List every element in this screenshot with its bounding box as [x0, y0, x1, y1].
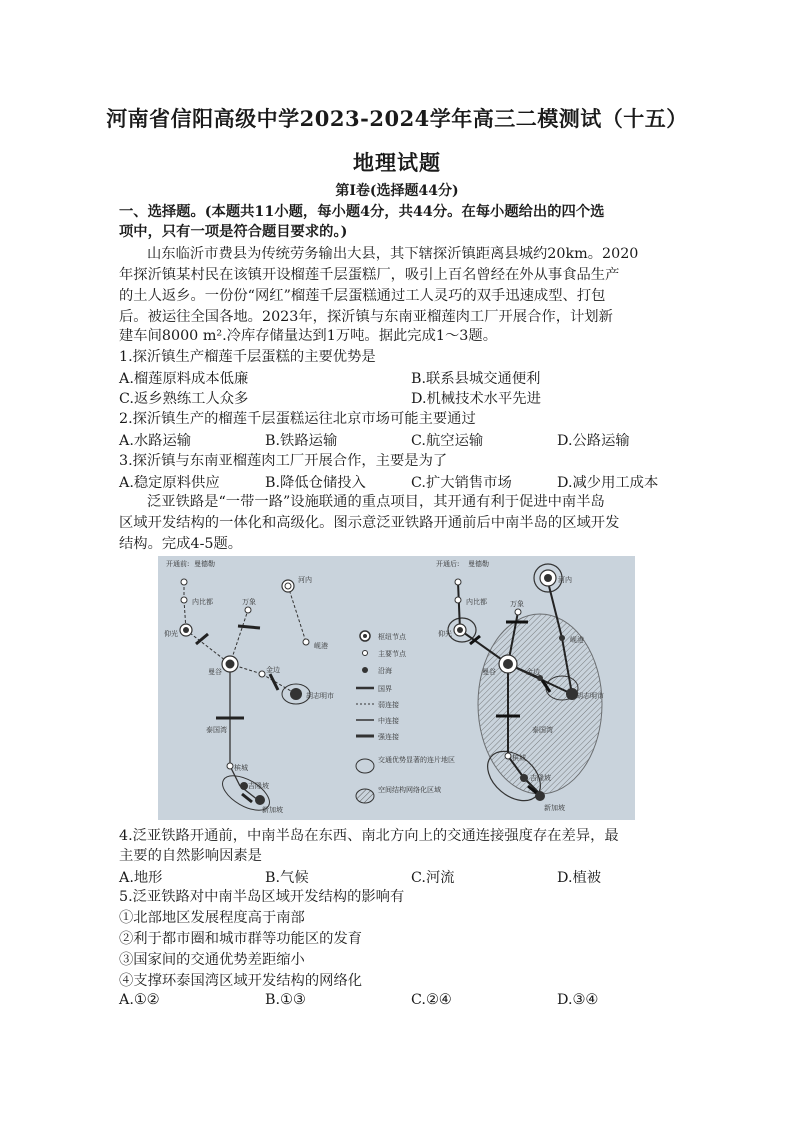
- q5-option-a: A.①②: [119, 992, 160, 1008]
- label-naypyidaw: 内比都: [192, 598, 213, 606]
- map-legend: [356, 631, 455, 803]
- legend-main: 主要节点: [378, 650, 406, 658]
- q4-stem-line2: 主要的自然影响因素是: [119, 848, 262, 864]
- label-vientiane-after: 万象: [510, 600, 524, 608]
- passage1-line: 建车间8000 m².冷库存储量达到1万吨。据此完成1～3题。: [119, 328, 497, 344]
- legend-hub: 枢纽节点: [378, 633, 406, 641]
- passage1-line: 的土人返乡。一份份“网红”榴莲千层蛋糕通过工人灵巧的双手迅速成型、打包: [119, 288, 606, 304]
- label-kl-after: 吉隆坡: [530, 774, 551, 782]
- q1-option-b: B.联系县城交通便利: [411, 371, 541, 387]
- passage2-line: 泛亚铁路是“一带一路”设施联通的重点项目，其开通有利于促进中南半岛: [147, 494, 605, 510]
- q5-option-d: D.③④: [557, 992, 599, 1008]
- subject-title: 地理试题: [353, 150, 441, 175]
- q4-option-d: D.植被: [557, 870, 602, 886]
- q2-option-b: B.铁路运输: [265, 433, 338, 449]
- q3-option-a: A.稳定原料供应: [119, 475, 220, 491]
- label-hcmc-after: 胡志明市: [576, 692, 604, 700]
- label-gulf: 泰国湾: [206, 726, 227, 734]
- label-bangkok-after: 曼谷: [482, 668, 496, 676]
- q2-option-d: D.公路运输: [557, 433, 630, 449]
- label-naypyidaw-after: 内比都: [466, 598, 487, 606]
- label-yangon-after: 仰光: [438, 630, 452, 638]
- label-hanoi-after: 河内: [558, 576, 572, 584]
- q2-option-a: A.水路运输: [119, 433, 192, 449]
- label-penang: 槟城: [234, 764, 248, 772]
- label-phnompenh-after: 金边: [526, 668, 540, 676]
- legend-network: 空间结构网络化区域: [378, 786, 441, 794]
- label-danang-after: 岘港: [570, 636, 584, 644]
- q1-stem: 1.探沂镇生产榴莲千层蛋糕的主要优势是: [119, 349, 376, 365]
- passage1-line: 山东临沂市费县为传统劳务输出大县，其下辖探沂镇距离县城约20km。2020: [147, 246, 639, 262]
- q1-option-a: A.榴莲原料成本低廉: [119, 371, 249, 387]
- q4-option-a: A.地形: [119, 870, 163, 886]
- q5-statement-4: ④支撑环泰国湾区域开发结构的网络化: [119, 973, 363, 989]
- label-phnompenh: 金边: [266, 666, 280, 674]
- legend-medium: 中连接: [378, 717, 399, 725]
- q3-option-d: D.减少用工成本: [557, 475, 659, 491]
- q5-option-b: B.①③: [265, 992, 306, 1008]
- q5-stem: 5.泛亚铁路对中南半岛区域开发结构的影响有: [119, 889, 405, 905]
- passage2-line: 区域开发结构的一体化和高级化。图示意泛亚铁路开通前后中南半岛的区域开发: [119, 515, 620, 531]
- label-mandalay: 曼德勒: [194, 560, 215, 568]
- label-vientiane: 万象: [242, 598, 256, 606]
- label-gulf-after: 泰国湾: [532, 726, 553, 734]
- section-instructions-line2: 项中，只有一项是符合题目要求的。): [119, 224, 348, 240]
- legend-strong: 强连接: [378, 733, 399, 741]
- q2-option-c: C.航空运输: [411, 433, 484, 449]
- passage1-line: 年探沂镇某村民在该镇开设榴莲千层蛋糕厂，吸引上百名曾经在外从事食品生产: [119, 267, 620, 283]
- label-penang-after: 槟城: [512, 754, 526, 762]
- q4-stem-line1: 4.泛亚铁路开通前，中南半岛在东西、南北方向上的交通连接强度存在差异，最: [119, 828, 619, 844]
- q5-statement-3: ③国家间的交通优势差距缩小: [119, 952, 305, 968]
- label-hanoi: 河内: [298, 576, 312, 584]
- label-danang: 岘港: [314, 642, 328, 650]
- q4-option-b: B.气候: [265, 870, 309, 886]
- q5-option-c: C.②④: [411, 992, 452, 1008]
- q5-statement-2: ②利于都市圈和城市群等功能区的发育: [119, 931, 363, 947]
- passage1-line: 后。被运往全国各地。2023年，探沂镇与东南亚榴莲肉工厂开展合作，计划新: [119, 309, 613, 325]
- q4-option-c: C.河流: [411, 870, 455, 886]
- q3-option-c: C.扩大销售市场: [411, 475, 512, 491]
- q1-option-c: C.返乡熟练工人众多: [119, 391, 249, 407]
- q3-option-b: B.降低仓储投入: [265, 475, 366, 491]
- label-hcmc: 胡志明市: [306, 692, 334, 700]
- legend-border: 国界: [378, 685, 392, 693]
- label-singapore: 新加坡: [262, 806, 283, 814]
- section-instructions-line1: 一、选择题。(本题共11小题，每小题4分，共44分。在每小题给出的四个选: [119, 204, 605, 220]
- legend-coast: 沿海: [378, 667, 392, 675]
- volume-title: 第Ⅰ卷(选择题44分): [335, 183, 459, 199]
- before-title: 开通前:: [166, 560, 190, 568]
- label-mandalay-after: 曼德勒: [468, 560, 489, 568]
- label-yangon: 仰光: [164, 630, 178, 638]
- q1-option-d: D.机械技术水平先进: [411, 391, 541, 407]
- railway-structure-map: [158, 556, 635, 820]
- exam-title: 河南省信阳高级中学2023-2024学年高三二模测试（十五）: [106, 106, 688, 131]
- legend-weak: 弱连接: [378, 701, 399, 709]
- label-kl: 吉隆坡: [248, 782, 269, 790]
- q3-stem: 3.探沂镇与东南亚榴莲肉工厂开展合作，主要是为了: [119, 453, 448, 469]
- q5-statement-1: ①北部地区发展程度高于南部: [119, 910, 305, 926]
- label-singapore-after: 新加坡: [544, 804, 565, 812]
- legend-zone: 交通优势显著的连片地区: [378, 756, 455, 764]
- label-bangkok: 曼谷: [208, 668, 222, 676]
- q2-stem: 2.探沂镇生产的榴莲千层蛋糕运往北京市场可能主要通过: [119, 411, 476, 427]
- after-title: 开通后:: [436, 560, 460, 568]
- passage2-line: 结构。完成4-5题。: [119, 536, 243, 552]
